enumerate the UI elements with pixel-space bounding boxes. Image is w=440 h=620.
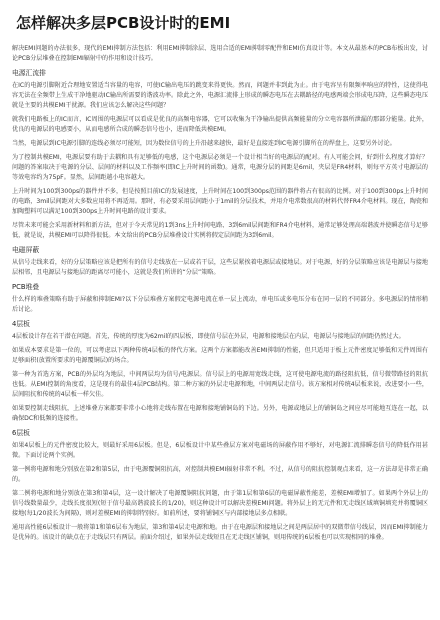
paragraph: 从信号走线来看，好的分层策略应该是把所有的信号走线放在一层或若干层，这些层紧挨着电源层或接地层。对于电源，好的分层策略应该是电源层与接地层相邻，且电源层与接地层的距离尽可能小，这就是我们所讲的“分层”策略。 [12,259,428,276]
paragraph: 上升时间为100到300ps的器件并不多，但是按照目前IC的发展速度，上升时间在100到300ps范围的器件将占有很高的比例。对于100到300ps上升时间的电路，3mil层间距对大多数应用将不再适用。那时，有必要采用层间距小于1mil的分层技术，并用介电常数很高的材料代替FR4介电材料。现在，陶瓷和加陶塑料可以满足100到300ps上升时间电路的设计要求。 [12,188,428,215]
section-heading: 4层板 [12,320,30,328]
section-heading: 6层板 [12,429,30,437]
paragraph: 尽管未来可能会采用新材料和新方法，但对于今天常见的1到3ns上升时间电路、3到6mil层间距和FR4介电材料，通常足够处理高端谐波并使瞬态信号足够低，就是说，共模EMI可以降得很低。本文给出的PCB分层堆叠设计实例将假定层间距为3到6mil。 [12,222,428,239]
paragraph: 什么样的堆叠策略有助于屏蔽和抑制EMI?以下分层堆叠方案假定电源电流在单一层上流动，单电压或多电压分布在同一层的不同部分。多电源层的情形稍后讨论。 [12,296,428,313]
paragraph: 在IC的电源引脚附近合理地安置适当容量的电容，可使IC输出电压的跳变来得更快。然而，问题并非到此为止。由于电容呈有限频率响应的特性，这使得电容无法在全频带上生成干净地驱动IC输出所需要的谐波功率。除此之外，电源汇流排上形成的瞬态电压在去耦路径的电感两端会形成电压降，这些瞬态电压就是主要的共模EMI干扰源。我们应该怎么解决这些问题？ [12,82,428,109]
section-heading: 电源汇流排 [12,69,46,77]
paragraph: 第二例将电源和地分别放在第3和第4层，这一设计解决了电源覆铜阻抗问题，由于第1层和第6层的电磁屏蔽性能差，差模EMI增加了。如果两个外层上的信号线数量最少，走线长度很短(短于信号最高谐波波长的1/20)，则这种设计可以解决差模EMI问题。将外层上的无元件和无走线区域填铜填充并将覆铜区接地(每1/20波长为间隔)，则对差模EMI的抑制特别好。如前所述，要将铺铜区与内部接地层多点相联。 [12,490,428,517]
paragraph: 为了控制共模EMI，电源层要有助于去耦和具有足够低的电感，这个电源层必须是一个设计相当好的电源层的配对。有人可能会问，好到什么程度才算好？问题的答案取决于电源的分层、层间的材料以及工作频率(即IC上升时间的函数)。通常，电源分层的间距是6mil，夹层是FR4材料，则每平方英寸电源层的等效电容约为75pF。显然，层间距越小电容越大。 [12,154,428,181]
paragraph: 如果要控制走线阻抗，上述堆叠方案都要非常小心地将走线布置在电源和接地铺铜岛的下边。另外，电源或地层上的铺铜岛之间应尽可能地互连在一起，以确保DC和低频的连接性。 [12,405,428,422]
paragraph: 第一例将电源和地分别放在第2和第5层，由于电源覆铜阻抗高，对控制共模EMI辐射非常不利。不过，从信号的阻抗控制观点来看，这一方法却是非常正确的。 [12,466,428,483]
paragraph: 如果成本要求是第一位的，可以考虑以下两种传统4层板的替代方案。这两个方案都能改善EMI抑制的性能，但只适用于板上元件密度足够低和元件周围有足够面积(放置所要求的电源覆铜层)的场合。 [12,347,428,364]
section-heading: PCB堆叠 [12,283,40,291]
paragraph: 通用高性能6层板设计一般将第1和第6层布为地层，第3和第4层走电源和地。由于在电源层和接地层之间是两层居中的双微带信号线层，因而EMI抑制能力是优异的。该设计的缺点在于走线层只有两层。前面介绍过，如果外层走线短且在无走线区铺铜，则用传统的6层板也可以实现相同的堆叠。 [12,524,428,541]
paragraph: 就我们电路板上的IC而言，IC周围的电源层可以看成是优良的高频电容器，它可以收集为干净输出提供高频能量的分立电容器所泄漏的那部分能量。此外，优良的电源层的电感要小，从而电感所合成的瞬态信号也小，进而降低共模EMI。 [12,116,428,133]
document-body [12,44,428,543]
paragraph: 第一种为首选方案，PCB的外层均为地层，中间两层均为信号/电源层。信号层上的电源用宽线走线，这可使电源电流的路径阻抗低，信号微带路径的阻抗也低。从EMI控制的角度看，这是现有的最佳4层PCB结构。第二种方案的外层走电源和地，中间两层走信号。该方案相对传统4层板来说，改进要小一些，层间阻抗和传统的4层板一样欠佳。 [12,371,428,398]
section-heading: 电磁屏蔽 [12,246,40,254]
paragraph: 当然，电源层到IC电源引脚的连线必须尽可能短，因为数位信号的上升沿越来越快，最好是直接连到IC电源引脚所在的焊盘上，这要另外讨论。 [12,140,396,147]
paragraph: 解决EMI问题的办法很多，现代的EMI抑制方法包括：利用EMI抑制涂层、选用合适的EMI抑制零配件和EMI仿真设计等。本文从最基本的PCB布板出发，讨论PCB分层堆叠在控制EMI辐射中的作用和设计技巧。 [12,45,428,62]
document-title: 怎样解决多层PCB设计时的EMI [16,14,231,32]
paragraph: 4层板设计存在若干潜在问题。首先，传统的厚度为62mil的四层板，即使信号层在外层，电源和接地层在内层，电源层与接地层的间距仍然过大。 [12,333,405,340]
paragraph: 如果4层板上的元件密度比较大，则最好采用6层板。但是，6层板设计中某些叠层方案对电磁场的屏蔽作用不够好，对电源汇流排瞬态信号的降低作用甚微。下面讨论两个实例。 [12,442,428,459]
